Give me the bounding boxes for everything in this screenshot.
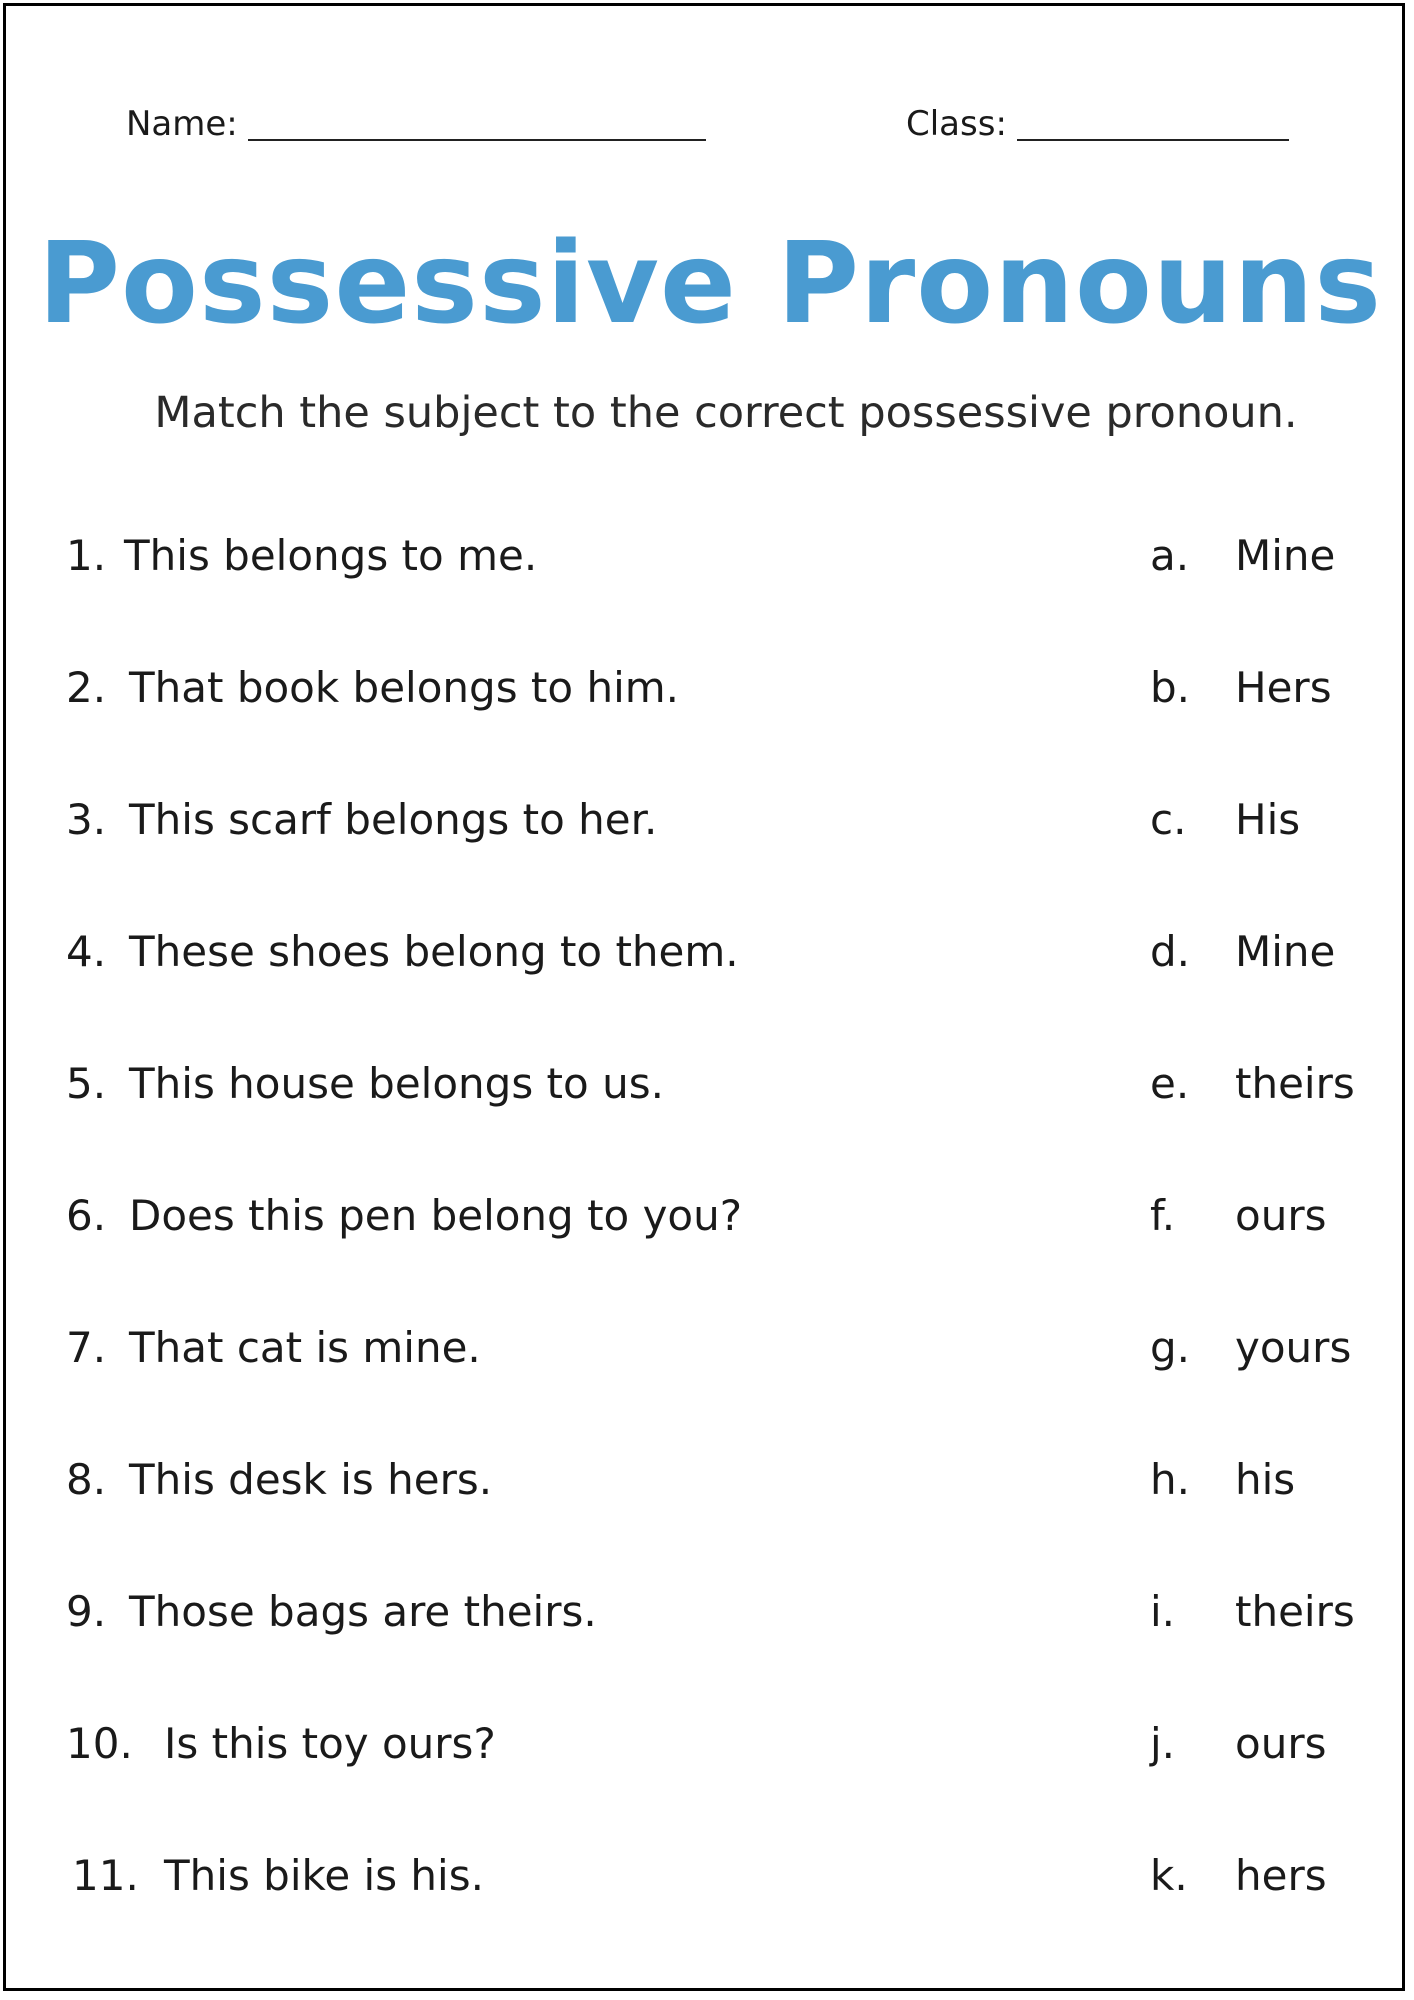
answer-text: his [1235, 1455, 1296, 1504]
answer-text: Mine [1235, 531, 1336, 580]
question-text: This house belongs to us. [129, 1059, 664, 1108]
matching-row [6, 922, 1408, 982]
answer-letter: k. [1150, 1851, 1188, 1900]
question-number: 11. [72, 1851, 139, 1900]
question-number: 2. [66, 663, 107, 712]
answer-text: ours [1235, 1191, 1327, 1240]
question-number: 8. [66, 1455, 107, 1504]
question-text: That cat is mine. [129, 1323, 481, 1372]
question-number: 4. [66, 927, 107, 976]
answer-text: Hers [1235, 663, 1332, 712]
matching-row [6, 1846, 1408, 1906]
matching-row [6, 1186, 1408, 1246]
matching-row [6, 658, 1408, 718]
answer-letter: c. [1150, 795, 1187, 844]
instructions: Match the subject to the correct possessive pronoun. [154, 388, 1298, 438]
question-text: Those bags are theirs. [129, 1587, 597, 1636]
answer-text: theirs [1235, 1059, 1355, 1108]
answer-letter: a. [1150, 531, 1190, 580]
answer-letter: g. [1150, 1323, 1191, 1372]
answer-text: theirs [1235, 1587, 1355, 1636]
matching-row [6, 526, 1408, 586]
matching-row [6, 1318, 1408, 1378]
question-text: Is this toy ours? [164, 1719, 496, 1768]
matching-row [6, 790, 1408, 850]
answer-text: hers [1235, 1851, 1327, 1900]
name-label: Name: [126, 104, 238, 144]
question-number: 10. [66, 1719, 133, 1768]
class-field [906, 101, 1289, 144]
answer-text: ours [1235, 1719, 1327, 1768]
matching-row [6, 1054, 1408, 1114]
name-field [126, 101, 706, 144]
question-text: This bike is his. [164, 1851, 484, 1900]
answer-text: yours [1235, 1323, 1352, 1372]
matching-row [6, 1450, 1408, 1510]
name-blank-line[interactable] [248, 101, 706, 141]
question-text: Does this pen belong to you? [129, 1191, 743, 1240]
question-number: 3. [66, 795, 107, 844]
answer-letter: j. [1150, 1719, 1176, 1768]
answer-letter: d. [1150, 927, 1191, 976]
question-text: These shoes belong to them. [129, 927, 739, 976]
answer-text: His [1235, 795, 1301, 844]
matching-row [6, 1582, 1408, 1642]
worksheet-page [3, 3, 1405, 1991]
question-text: This scarf belongs to her. [129, 795, 658, 844]
answer-letter: e. [1150, 1059, 1190, 1108]
page-title: Possessive Pronouns [37, 219, 1383, 349]
answer-letter: b. [1150, 663, 1191, 712]
answer-letter: f. [1150, 1191, 1176, 1240]
question-number: 9. [66, 1587, 107, 1636]
question-text: This desk is hers. [129, 1455, 493, 1504]
answer-letter: h. [1150, 1455, 1190, 1504]
question-number: 1. [66, 531, 107, 580]
class-label: Class: [906, 104, 1007, 144]
question-number: 5. [66, 1059, 107, 1108]
question-number: 6. [66, 1191, 107, 1240]
class-blank-line[interactable] [1017, 101, 1289, 141]
answer-text: Mine [1235, 927, 1336, 976]
question-number: 7. [66, 1323, 107, 1372]
matching-row [6, 1714, 1408, 1774]
question-text: This belongs to me. [124, 531, 538, 580]
answer-letter: i. [1150, 1587, 1176, 1636]
question-text: That book belongs to him. [129, 663, 679, 712]
